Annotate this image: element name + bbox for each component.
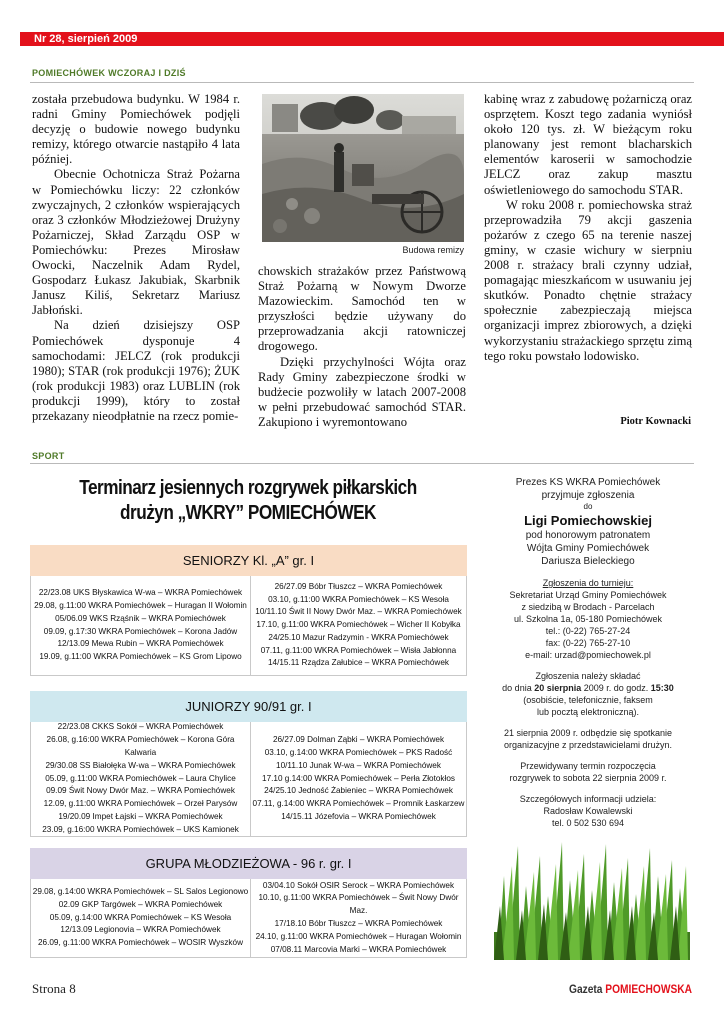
issue-label: Nr 28, sierpień 2009	[34, 33, 138, 45]
contact-line: tel.: (0-22) 765-27-24	[545, 626, 631, 636]
fixture: 10.10, g.11:00 WKRA Pomiechówek – Świt Nowy Dwór Maz.	[258, 893, 459, 916]
fixture: 19.09, g.11:00 WKRA Pomiechówek – KS Grom Lipowo	[39, 652, 242, 662]
notice-line: Dariusza Bieleckiego	[541, 556, 635, 567]
article-paragraph: kabinę wraz z zabudowę pożarniczą oraz osprzętem. Koszt tego zadania wyniósł około 120 tys. zł. W bieżącym roku planowany jest remont blacharskich elementów karoserii w samochodzie JELCZ oraz zakup masztu oświetleniowego do samochodu STAR.	[484, 92, 692, 197]
article-paragraph: Na dzień dzisiejszy OSP Pomiechówek dysponuje 4 samochodami: JELCZ (rok produkcji 1980); STAR (rok produkcji 1976); ŻUK (rok produkcji 1983) oraz LUBLIN (rok produkcji 1999), który to został przekazany nieodpłatnie na rzecz pomie-	[32, 318, 240, 423]
start-line: rozgrywek to sobota 22 sierpnia 2009 r.	[509, 773, 667, 783]
group-header-seniors: SENIORZY Kl. „A” gr. I	[30, 545, 467, 576]
contact-email[interactable]: e-mail: urzad@pomiechowek.pl	[525, 650, 651, 660]
fixture: 29.08, g.14:00 WKRA Pomiechówek – SL Salos Legionowo	[32, 887, 249, 896]
group-fixtures-youth	[30, 879, 467, 958]
fixtures-right	[250, 722, 466, 836]
issue-bar	[20, 32, 724, 46]
fixture: 23.09, g.16:00 WKRA Pomiechówek – UKS Kamionek	[42, 824, 239, 834]
fixture: 26.08, g.16:00 WKRA Pomiechówek – Korona Góra Kalwaria	[46, 735, 235, 758]
fixture: 07/08.11 Marcovia Marki – WKRA Pomiechówek	[270, 944, 447, 954]
article-column-2	[258, 264, 466, 430]
article-paragraph: Dzięki przychylności Wójta oraz Rady Gminy zabezpieczone środki w budżecie pozwoliły w latach 2007-2008 w pełni przebudować samochód STAR. Zakupiono i wyremontowano	[258, 354, 466, 429]
fixture: 14/15.11 Józefovia – WKRA Pomiechówek	[281, 811, 436, 821]
newspaper-brand	[546, 982, 692, 996]
brand-prefix: Gazeta	[569, 982, 606, 996]
section-label-text: SPORT	[32, 451, 65, 461]
schedule-title-line: drużyn „WKRY” POMIECHÓWEK	[120, 502, 376, 524]
grass-illustration	[494, 836, 690, 960]
fixtures-right	[250, 576, 466, 675]
article-paragraph: została przebudowa budynku. W 1984 r. radni Gminy Pomiechówek podjęli decyzję o budowie nowego budynku remizy, którego otwarcie nastąpiło 4 lata później.	[32, 92, 240, 167]
fixture: 07.11, g.11:00 WKRA Pomiechówek – Wisła Jabłonna	[260, 645, 457, 655]
fixture: 05/06.09 WKS Rząśnik – WKRA Pomiechówek	[55, 613, 226, 623]
fixture: 03/04.10 Sokół OSIR Serock – WKRA Pomiechówek	[262, 880, 455, 890]
deadline-text: do dnia	[502, 683, 535, 693]
deadline-text: 2009 r. do godz.	[581, 683, 651, 693]
info-line: Radosław Kowalewski	[543, 806, 633, 816]
fixture: 24/25.10 Mazur Radzymin - WKRA Pomiechówek	[268, 632, 449, 642]
deadline-line: Zgłoszenia należy składać	[535, 671, 641, 681]
fixture: 12/13.09 Legionovia – WKRA Pomiechówek	[60, 925, 221, 935]
article-paragraph: W roku 2008 r. pomiechowska straż przeprowadziła 79 akcji gaszenia pożarów z czego 65 na terenie naszej gminy, w czasie wichury w sierpniu 2008 r. strażacy brali czynny udział, pomagając mieszkańcom w usuwaniu jej skutków. Ponadto chętnie strażacy społecznie zabezpieczają miejsca organizacji imprez zbiorowych, a dzięki wykorzystaniu strażackiego sprzętu zimą tego roku powstało lodowisko.	[484, 197, 692, 363]
fixture: 09.09 Świt Nowy Dwór Maz. – WKRA Pomiechówek	[46, 786, 235, 796]
info-line: tel. 0 502 530 694	[551, 818, 625, 828]
league-name: Ligi Pomiechowskiej	[524, 513, 652, 528]
fixture: 12/13.09 Mewa Rubin – WKRA Pomiechówek	[57, 639, 224, 649]
contact-line: fax: (0-22) 765-27-10	[545, 638, 631, 648]
contact-line: Sekretariat Urząd Gminy Pomiechówek	[509, 590, 667, 600]
fixtures-left	[31, 576, 250, 675]
fixtures-right	[250, 879, 466, 957]
fixture: 29.08, g.11:00 WKRA Pomiechówek – Huragan II Wołomin	[34, 600, 247, 610]
schedule-title	[62, 476, 434, 526]
section-divider	[30, 82, 694, 83]
contact-line: z siedzibą w Brodach - Parcelach	[521, 602, 655, 612]
fixture: 03.10, g.11:00 WKRA Pomiechówek – KS Wesoła	[268, 594, 449, 604]
contact-heading: Zgłoszenia do turnieju:	[542, 578, 634, 588]
group-fixtures-seniors	[30, 576, 467, 676]
article-paragraph: Obecnie Ochotnicza Straż Pożarna w Pomiechówku liczy: 22 członków zwyczajnych, 2 członków wspierających oraz 3 członków Młodzieżowej Drużyny Pożarniczej, Skład Zarządu OSP w Pomiechówku: Prezes Mirosław Owocki, Naczelnik Adam Rydel, Gospodarz Łukasz Jakubiak, Skarbnik Janusz Kiliś, Sekretarz Mariusz Jabłoński.	[32, 167, 240, 318]
fixture: 19/20.09 Impet Łajski – WKRA Pomiechówek	[58, 812, 223, 821]
fixture: 22/23.08 UKS Błyskawica W-wa – WKRA Pomiechówek	[38, 588, 243, 598]
fixture: 14/15.11 Rządza Załubice – WKRA Pomiechówek	[268, 658, 449, 668]
photo-caption: Budowa remizy	[402, 245, 464, 255]
fixture: 12.09, g.11:00 WKRA Pomiechówek – Orzeł Parysów	[43, 799, 238, 809]
fixture: 10/11.10 Świt II Nowy Dwór Maz. – WKRA Pomiechówek	[255, 607, 462, 617]
fixture: 24.10, g.11:00 WKRA Pomiechówek – Huragan Wołomin	[255, 931, 462, 941]
fixture: 26/27.09 Dolman Ząbki – WKRA Pomiechówek	[272, 735, 445, 745]
notice-line: do	[583, 502, 593, 511]
deadline-line: (osobiście, telefonicznie, faksem	[523, 695, 653, 705]
fixture: 17.10, g.11:00 WKRA Pomiechówek – Wicher II Kobyłka	[256, 620, 461, 630]
section-label-text: POMIECHÓWEK WCZORAJ I DZIŚ	[32, 68, 186, 78]
fixture: 29/30.08 SS Białołęka W-wa – WKRA Pomiechówek	[45, 760, 236, 770]
meeting-line: 21 sierpnia 2009 r. odbędzie się spotkanie	[503, 728, 673, 738]
notice-line: Wójta Gminy Pomiechówek	[526, 543, 650, 554]
fixture: 07.11, g.14:00 WKRA Pomiechówek – Promnik Łaskarzew	[252, 799, 465, 809]
brand-name: POMIECHOWSKA	[605, 982, 692, 996]
start-line: Przewidywany termin rozpoczęcia	[520, 761, 656, 771]
fixture: 09.09, g.17:30 WKRA Pomiechówek – Korona Jadów	[43, 626, 238, 636]
fixture: 26/27.09 Bóbr Tłuszcz – WKRA Pomiechówek	[274, 581, 443, 591]
section-label-sport	[32, 451, 65, 461]
section-label-history	[32, 68, 186, 78]
fixture: 05.09, g.11:00 WKRA Pomiechówek – Laura Chylice	[45, 773, 236, 783]
group-header-youth: GRUPA MŁODZIEŻOWA - 96 r. gr. I	[30, 848, 467, 879]
article-paragraph: chowskich strażaków przez Państwową Straż Pożarną w Nowym Dworze Mazowieckim. Samochód ten w przyszłości będzie używany do przeprowadzania akcji ratowniczej drogowego.	[258, 264, 466, 354]
contact-line: ul. Szkolna 1a, 05-180 Pomiechówek	[513, 614, 663, 624]
fixture: 24/25.10 Jedność Żabieniec – WKRA Pomiechówek	[264, 786, 453, 796]
fixture: 22/23.08 CKKS Sokół – WKRA Pomiechówek	[57, 722, 224, 732]
fire-station-construction-photo	[262, 94, 464, 242]
notice-line: przyjmuje zgłoszenia	[541, 490, 635, 501]
notice-line: Prezes KS WKRA Pomiechówek	[515, 477, 661, 488]
notice-line: pod honorowym patronatem	[525, 530, 651, 541]
fixture: 17.10 g.14:00 WKRA Pomiechówek – Perła Złotokłos	[262, 773, 455, 783]
page-number: Strona 8	[32, 981, 76, 996]
deadline-line	[482, 682, 694, 694]
section-divider	[30, 463, 694, 464]
group-fixtures-juniors	[30, 722, 467, 837]
deadline-hour: 15:30	[650, 683, 674, 693]
article-column-3	[484, 92, 692, 364]
fixture: 17/18.10 Bóbr Tłuszcz – WKRA Pomiechówek	[274, 919, 443, 928]
group-header-juniors: JUNIORZY 90/91 gr. I	[30, 691, 467, 722]
article-column-1	[32, 92, 240, 424]
fixture: 02.09 GKP Targówek – WKRA Pomiechówek	[58, 899, 223, 909]
fixtures-left	[31, 722, 250, 836]
info-line: Szczegółowych informacji udziela:	[519, 794, 657, 804]
article-author: Piotr Kownacki	[620, 416, 691, 427]
fixture: 10/11.10 Junak W-wa – WKRA Pomiechówek	[276, 760, 441, 770]
schedule-title-line: Terminarz jesiennych rozgrywek piłkarskich	[79, 477, 417, 499]
fixture: 03.10, g.14:00 WKRA Pomiechówek – PKS Radość	[264, 748, 453, 757]
deadline-date: 20 sierpnia	[534, 683, 582, 693]
meeting-line: organizacyjne z przedstawicielami drużyn.	[503, 740, 673, 750]
league-notice	[482, 476, 694, 829]
deadline-line: lub pocztą elektroniczną).	[536, 707, 640, 717]
fixture: 05.09, g.14:00 WKRA Pomiechówek – KS Wesoła	[49, 912, 232, 922]
fixture: 26.09, g.11:00 WKRA Pomiechówek – WOSIR Wyszków	[38, 938, 243, 948]
fixtures-left	[31, 879, 250, 957]
